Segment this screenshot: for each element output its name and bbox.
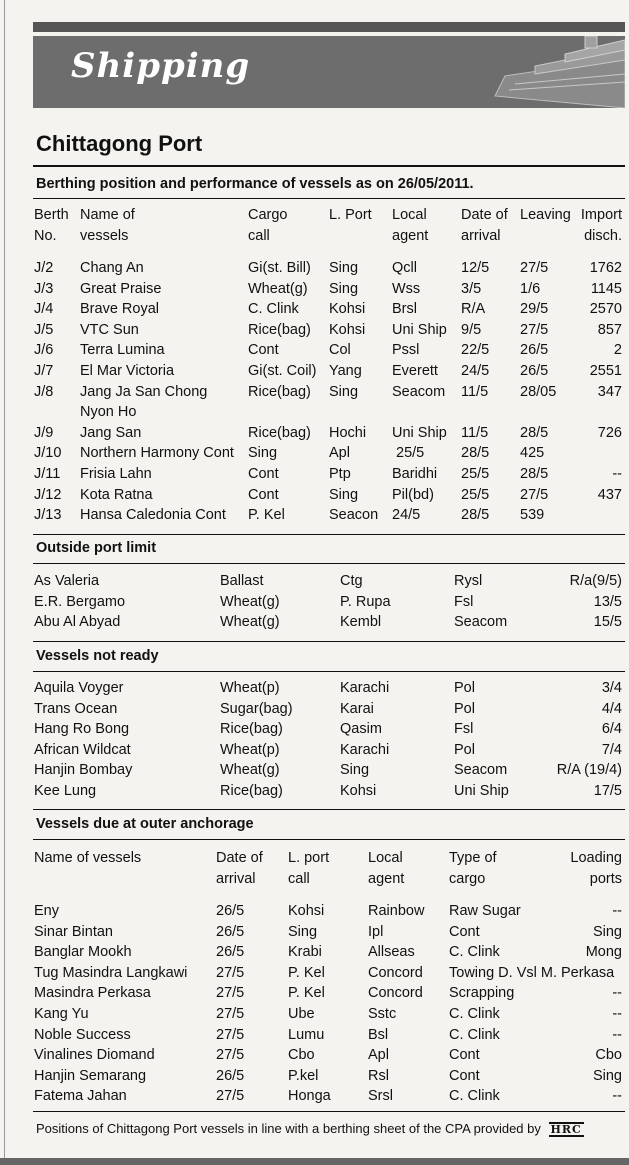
cell-berth: J/8: [34, 383, 54, 400]
table-row: [34, 1086, 624, 1107]
cell-lport: Cbo: [288, 1047, 315, 1064]
cell-leaving: 28/5: [520, 465, 549, 482]
list-item: [34, 760, 624, 781]
cell-arrival: 12/5: [461, 260, 490, 276]
cell-cargo: Wheat(g): [220, 762, 280, 779]
cell-arrival: 27/5: [216, 1088, 245, 1105]
cell-name: Vinalines Diomand: [34, 1047, 155, 1064]
list-item: [34, 740, 624, 761]
anchorage-header: [34, 848, 624, 889]
cell-cargo: Gi(st. Coil): [248, 362, 317, 379]
footer-text: Positions of Chittagong Port vessels in line with a berthing sheet of the CPA provided by: [36, 1121, 541, 1136]
cell-agent: Qcll: [392, 260, 417, 276]
cell-name: Brave Royal: [80, 301, 159, 318]
cell-loading: --: [612, 985, 622, 1002]
anchorage-rule: [33, 839, 625, 840]
header-lport: L. port call: [288, 850, 330, 887]
cell-import: --: [612, 465, 622, 482]
cell-agent: Rsl: [368, 1067, 389, 1084]
cell-port: Karachi: [340, 680, 390, 696]
table-row: [34, 901, 624, 922]
cell-import: 1145: [590, 280, 622, 297]
cell-arrival: 27/5: [216, 1005, 245, 1022]
cell-agent: Baridhi: [392, 465, 438, 482]
cell-loading: --: [612, 1026, 622, 1043]
cell-leaving: 27/5: [520, 321, 549, 338]
cell-date: R/a(9/5): [569, 573, 622, 589]
cell-agent: 25/5: [392, 445, 425, 462]
cell-agent: Uni Ship: [392, 424, 447, 441]
cell-name: As Valeria: [34, 573, 100, 589]
cell-cargo: Wheat(p): [220, 741, 280, 758]
cell-cargo: Wheat(p): [220, 680, 280, 696]
notready-rule: [33, 671, 625, 672]
cell-cargo: Rice(bag): [248, 383, 311, 400]
cell-agent: Seacom: [392, 383, 446, 400]
header-lport: L. Port: [329, 207, 372, 223]
cell-lport: Sing: [329, 280, 359, 297]
cell-name: Hanjin Bombay: [34, 762, 133, 779]
cell-type: Cont: [449, 923, 480, 940]
cell-loading: --: [612, 1005, 622, 1022]
cell-cargo: Ballast: [220, 573, 264, 589]
cell-lport: Honga: [288, 1088, 331, 1105]
cell-agent: Srsl: [368, 1088, 393, 1105]
cell-leaving: 539: [520, 507, 545, 524]
table-row: [34, 361, 624, 382]
cell-type: C. Clink: [449, 1005, 500, 1022]
left-column-rule: [4, 0, 5, 1165]
footer-rule: [33, 1111, 625, 1112]
cell-arrival: 27/5: [216, 964, 245, 981]
berthing-header: [34, 205, 624, 246]
cell-berth: J/3: [34, 280, 54, 297]
header-berth: Berth No.: [34, 207, 69, 244]
cell-agent: Everett: [392, 362, 438, 379]
table-row: [34, 1045, 624, 1066]
cell-berth: J/2: [34, 260, 54, 276]
header-arrival: Date of arrival: [216, 850, 263, 887]
cell-name: Aquila Voyger: [34, 680, 124, 696]
cell-lport: Hochi: [329, 424, 367, 441]
cell-agent: Ipl: [368, 923, 384, 940]
cell-name: Sinar Bintan: [34, 923, 113, 940]
cell-name: Northern Harmony Cont: [80, 445, 234, 462]
cell-name: Masindra Perkasa: [34, 985, 151, 1002]
cell-date: R/A (19/4): [556, 762, 622, 779]
cell-import: 347: [597, 383, 622, 400]
cell-name: Kee Lung: [34, 782, 97, 799]
cell-berth: J/4: [34, 301, 54, 318]
cell-name: African Wildcat: [34, 741, 131, 758]
cell-berth: J/9: [34, 424, 54, 441]
header-name: Name of vessels: [34, 850, 142, 866]
cell-date: 15/5: [593, 614, 622, 631]
port-title: Chittagong Port: [36, 131, 203, 156]
cell-arrival: 11/5: [461, 383, 489, 400]
cell-name: VTC Sun: [80, 321, 139, 338]
cell-lport: Yang: [329, 362, 362, 379]
footer-note: [36, 1121, 584, 1137]
cell-type: Cont: [449, 1047, 480, 1064]
cell-leaving: 27/5: [520, 260, 549, 276]
list-item: [34, 592, 624, 613]
cell-arrival: 26/5: [216, 923, 245, 940]
cell-type: C. Clink: [449, 944, 500, 961]
cell-lport: Sing: [329, 486, 359, 503]
cell-import: 857: [597, 321, 622, 338]
cell-agent: Pol: [454, 700, 475, 717]
title-rule: [33, 165, 625, 167]
cell-arrival: 28/5: [461, 507, 490, 524]
cell-name: Hang Ro Bong: [34, 721, 130, 738]
cell-date: 4/4: [601, 700, 622, 717]
top-bar: [33, 22, 625, 32]
cell-leaving: 27/5: [520, 486, 549, 503]
header-leaving: Leaving: [520, 207, 571, 223]
cell-cargo: Sing: [248, 445, 278, 462]
table-row: [34, 505, 624, 526]
cell-agent: Bsl: [368, 1026, 389, 1043]
header-import: Import disch.: [580, 207, 622, 244]
cell-lport: Ube: [288, 1005, 315, 1022]
cell-berth: J/12: [34, 486, 62, 503]
cell-arrival: R/A: [461, 301, 486, 318]
cell-loading: Sing: [592, 1067, 622, 1084]
cell-agent: Sstc: [368, 1005, 397, 1022]
cell-agent: Concord: [368, 985, 423, 1002]
cell-lport: Apl: [329, 445, 350, 462]
list-item: [34, 678, 624, 699]
cell-arrival: 3/5: [461, 280, 482, 297]
cell-name: Hanjin Semarang: [34, 1067, 147, 1084]
cell-type: Scrapping: [449, 985, 515, 1002]
cell-cargo: Sugar(bag): [220, 700, 293, 717]
cell-name: El Mar Victoria: [80, 362, 175, 379]
cell-agent: Brsl: [392, 301, 417, 318]
cell-date: 3/4: [601, 680, 622, 696]
berthing-table: [34, 205, 624, 526]
cell-port: P. Rupa: [340, 593, 391, 610]
cell-arrival: 27/5: [216, 985, 245, 1002]
cell-lport: P. Kel: [288, 985, 325, 1002]
table-row: [34, 1004, 624, 1025]
cell-agent: Rainbow: [368, 903, 425, 919]
outside-rule: [33, 563, 625, 564]
cell-berth: J/7: [34, 362, 54, 379]
cell-name: Jang Ja San Chong Nyon Ho: [80, 383, 208, 421]
cell-type: C. Clink: [449, 1026, 500, 1043]
cell-cargo: Rice(bag): [220, 782, 283, 799]
table-row: [34, 382, 624, 423]
cell-import: 2: [613, 342, 622, 359]
cell-arrival: 11/5: [461, 424, 489, 441]
cell-berth: J/5: [34, 321, 54, 338]
cell-date: 6/4: [601, 721, 622, 738]
table-row: [34, 922, 624, 943]
cell-leaving: 1/6: [520, 280, 541, 297]
table-row: [34, 1025, 624, 1046]
cell-arrival: 22/5: [461, 342, 490, 359]
cell-cargo: Cont: [248, 486, 279, 503]
cell-agent: Pssl: [392, 342, 420, 359]
outside-list: [34, 571, 624, 633]
header-arrival: Date of arrival: [461, 207, 508, 244]
cell-agent: Concord: [368, 964, 423, 981]
cell-name: Hansa Caledonia Cont: [80, 507, 226, 524]
table-row: [34, 963, 624, 984]
table-row: [34, 320, 624, 341]
cell-import: 437: [597, 486, 622, 503]
cell-agent: Uni Ship: [454, 782, 509, 799]
bottom-bar: [0, 1158, 629, 1165]
cell-port: Karachi: [340, 741, 390, 758]
cell-name: Jang San: [80, 424, 142, 441]
cell-type: Raw Sugar: [449, 903, 521, 919]
cell-lport: Seacon: [329, 507, 379, 524]
cell-name: Tug Masindra Langkawi: [34, 964, 188, 981]
notready-list: [34, 678, 624, 802]
ship-icon: [475, 36, 625, 108]
header-agent: Local agent: [392, 207, 429, 244]
cell-port: Ctg: [340, 573, 363, 589]
cell-import: 726: [597, 424, 622, 441]
cell-berth: J/11: [34, 465, 61, 482]
cell-date: 7/4: [601, 741, 622, 758]
cell-lport: Kohsi: [329, 301, 366, 318]
hrc-logo: HRC: [550, 1123, 582, 1137]
cell-lport: P. Kel: [288, 964, 325, 981]
cell-arrival: 9/5: [461, 321, 482, 338]
cell-name: Kota Ratna: [80, 486, 153, 503]
outside-title: Outside port limit: [36, 540, 157, 556]
list-item: [34, 612, 624, 633]
cell-port: Karai: [340, 700, 374, 717]
cell-arrival: 27/5: [216, 1047, 245, 1064]
cell-date: 13/5: [593, 593, 622, 610]
cell-name: Abu Al Abyad: [34, 614, 121, 631]
cell-agent: Rysl: [454, 573, 483, 589]
cell-cargo: Rice(bag): [248, 424, 311, 441]
table-row: [34, 983, 624, 1004]
cell-leaving: 26/5: [520, 362, 549, 379]
cell-agent: Seacom: [454, 614, 508, 631]
cell-name: Terra Lumina: [80, 342, 165, 359]
header-cargo: Cargo call: [248, 207, 288, 244]
cell-agent: Uni Ship: [392, 321, 447, 338]
cell-cargo: P. Kel: [248, 507, 285, 524]
cell-loading: Cbo: [595, 1047, 622, 1064]
cell-arrival: 27/5: [216, 1026, 245, 1043]
cell-agent: Pol: [454, 741, 475, 758]
cell-cargo: Rice(bag): [248, 321, 311, 338]
cell-type: Cont: [449, 1067, 480, 1084]
cell-lport: Sing: [329, 260, 359, 276]
cell-cargo: Rice(bag): [220, 721, 283, 738]
cell-agent: Pil(bd): [392, 486, 434, 503]
cell-lport: P.kel: [288, 1067, 319, 1084]
cell-agent: Fsl: [454, 593, 474, 610]
anchorage-rule-top: [33, 809, 625, 810]
cell-lport: Col: [329, 342, 351, 359]
table-row: [34, 942, 624, 963]
berthing-title: Berthing position and performance of vessels as on 26/05/2011.: [36, 176, 474, 192]
cell-port: Qasim: [340, 721, 382, 738]
table-row: [34, 299, 624, 320]
berthing-rule: [33, 198, 625, 199]
cell-import: 1762: [589, 260, 622, 276]
cell-cargo: Wheat(g): [220, 614, 280, 631]
cell-lport: Kohsi: [288, 903, 325, 919]
cell-cargo: C. Clink: [248, 301, 299, 318]
cell-name: Banglar Mookh: [34, 944, 132, 961]
cell-type: C. Clink: [449, 1088, 500, 1105]
cell-loading: Mong: [585, 944, 622, 961]
section-title: Shipping: [71, 46, 251, 86]
header-loading: Loading ports: [570, 850, 622, 887]
cell-cargo: Wheat(g): [248, 280, 308, 297]
cell-agent: Apl: [368, 1047, 389, 1064]
cell-lport: Sing: [329, 383, 359, 400]
anchorage-title: Vessels due at outer anchorage: [36, 816, 254, 832]
cell-leaving: 26/5: [520, 342, 549, 359]
table-row: [34, 485, 624, 506]
cell-import: 2570: [589, 301, 622, 318]
cell-lport: Sing: [288, 923, 318, 940]
table-row: [34, 443, 624, 464]
cell-agent: Seacom: [454, 762, 508, 779]
list-item: [34, 571, 624, 592]
cell-leaving: 28/05: [520, 383, 557, 400]
cell-name: Trans Ocean: [34, 700, 118, 717]
notready-title: Vessels not ready: [36, 648, 159, 664]
list-item: [34, 719, 624, 740]
list-item: [34, 699, 624, 720]
cell-berth: J/13: [34, 507, 62, 524]
cell-agent: Pol: [454, 680, 475, 696]
cell-agent: Allseas: [368, 944, 415, 961]
cell-port: Kohsi: [340, 782, 377, 799]
cell-type: Towing D. Vsl M. Perkasa: [449, 964, 615, 981]
list-item: [34, 781, 624, 802]
cell-arrival: 28/5: [461, 445, 490, 462]
cell-lport: Lumu: [288, 1026, 325, 1043]
cell-port: Sing: [340, 762, 370, 779]
table-row: [34, 1066, 624, 1087]
cell-berth: J/6: [34, 342, 54, 359]
section-banner: [33, 36, 625, 108]
cell-leaving: 28/5: [520, 424, 549, 441]
cell-date: 17/5: [593, 782, 622, 799]
table-row: [34, 423, 624, 444]
header-agent: Local agent: [368, 850, 405, 887]
cell-leaving: 29/5: [520, 301, 549, 318]
cell-arrival: 26/5: [216, 903, 245, 919]
header-name: Name of vessels: [80, 207, 135, 244]
table-row: [34, 279, 624, 300]
table-row: [34, 258, 624, 279]
cell-arrival: 26/5: [216, 944, 245, 961]
cell-cargo: Gi(st. Bill): [248, 260, 311, 276]
header-type: Type of cargo: [449, 850, 497, 887]
cell-name: Chang An: [80, 260, 144, 276]
cell-port: Kembl: [340, 614, 382, 631]
cell-berth: J/10: [34, 445, 62, 462]
cell-cargo: Wheat(g): [220, 593, 280, 610]
cell-arrival: 24/5: [461, 362, 490, 379]
anchorage-list: [34, 901, 624, 1107]
cell-arrival: 25/5: [461, 486, 490, 503]
cell-lport: Krabi: [288, 944, 322, 961]
cell-name: Eny: [34, 903, 59, 919]
cell-loading: Sing: [592, 923, 622, 940]
cell-agent: Fsl: [454, 721, 474, 738]
cell-lport: Kohsi: [329, 321, 366, 338]
cell-agent: Wss: [392, 280, 421, 297]
cell-cargo: Cont: [248, 342, 279, 359]
outside-rule-top: [33, 534, 625, 535]
notready-rule-top: [33, 641, 625, 642]
cell-import: 2551: [589, 362, 622, 379]
cell-loading: --: [612, 1088, 622, 1105]
table-row: [34, 340, 624, 361]
cell-name: Frisia Lahn: [80, 465, 152, 482]
cell-name: E.R. Bergamo: [34, 593, 126, 610]
cell-agent: 24/5: [392, 507, 421, 524]
cell-loading: --: [612, 903, 622, 919]
cell-name: Great Praise: [80, 280, 162, 297]
cell-arrival: 26/5: [216, 1067, 245, 1084]
cell-cargo: Cont: [248, 465, 279, 482]
cell-arrival: 25/5: [461, 465, 490, 482]
cell-name: Fatema Jahan: [34, 1088, 127, 1105]
cell-name: Noble Success: [34, 1026, 131, 1043]
cell-lport: Ptp: [329, 465, 351, 482]
table-row: [34, 464, 624, 485]
cell-leaving: 425: [520, 445, 545, 462]
cell-name: Kang Yu: [34, 1005, 89, 1022]
